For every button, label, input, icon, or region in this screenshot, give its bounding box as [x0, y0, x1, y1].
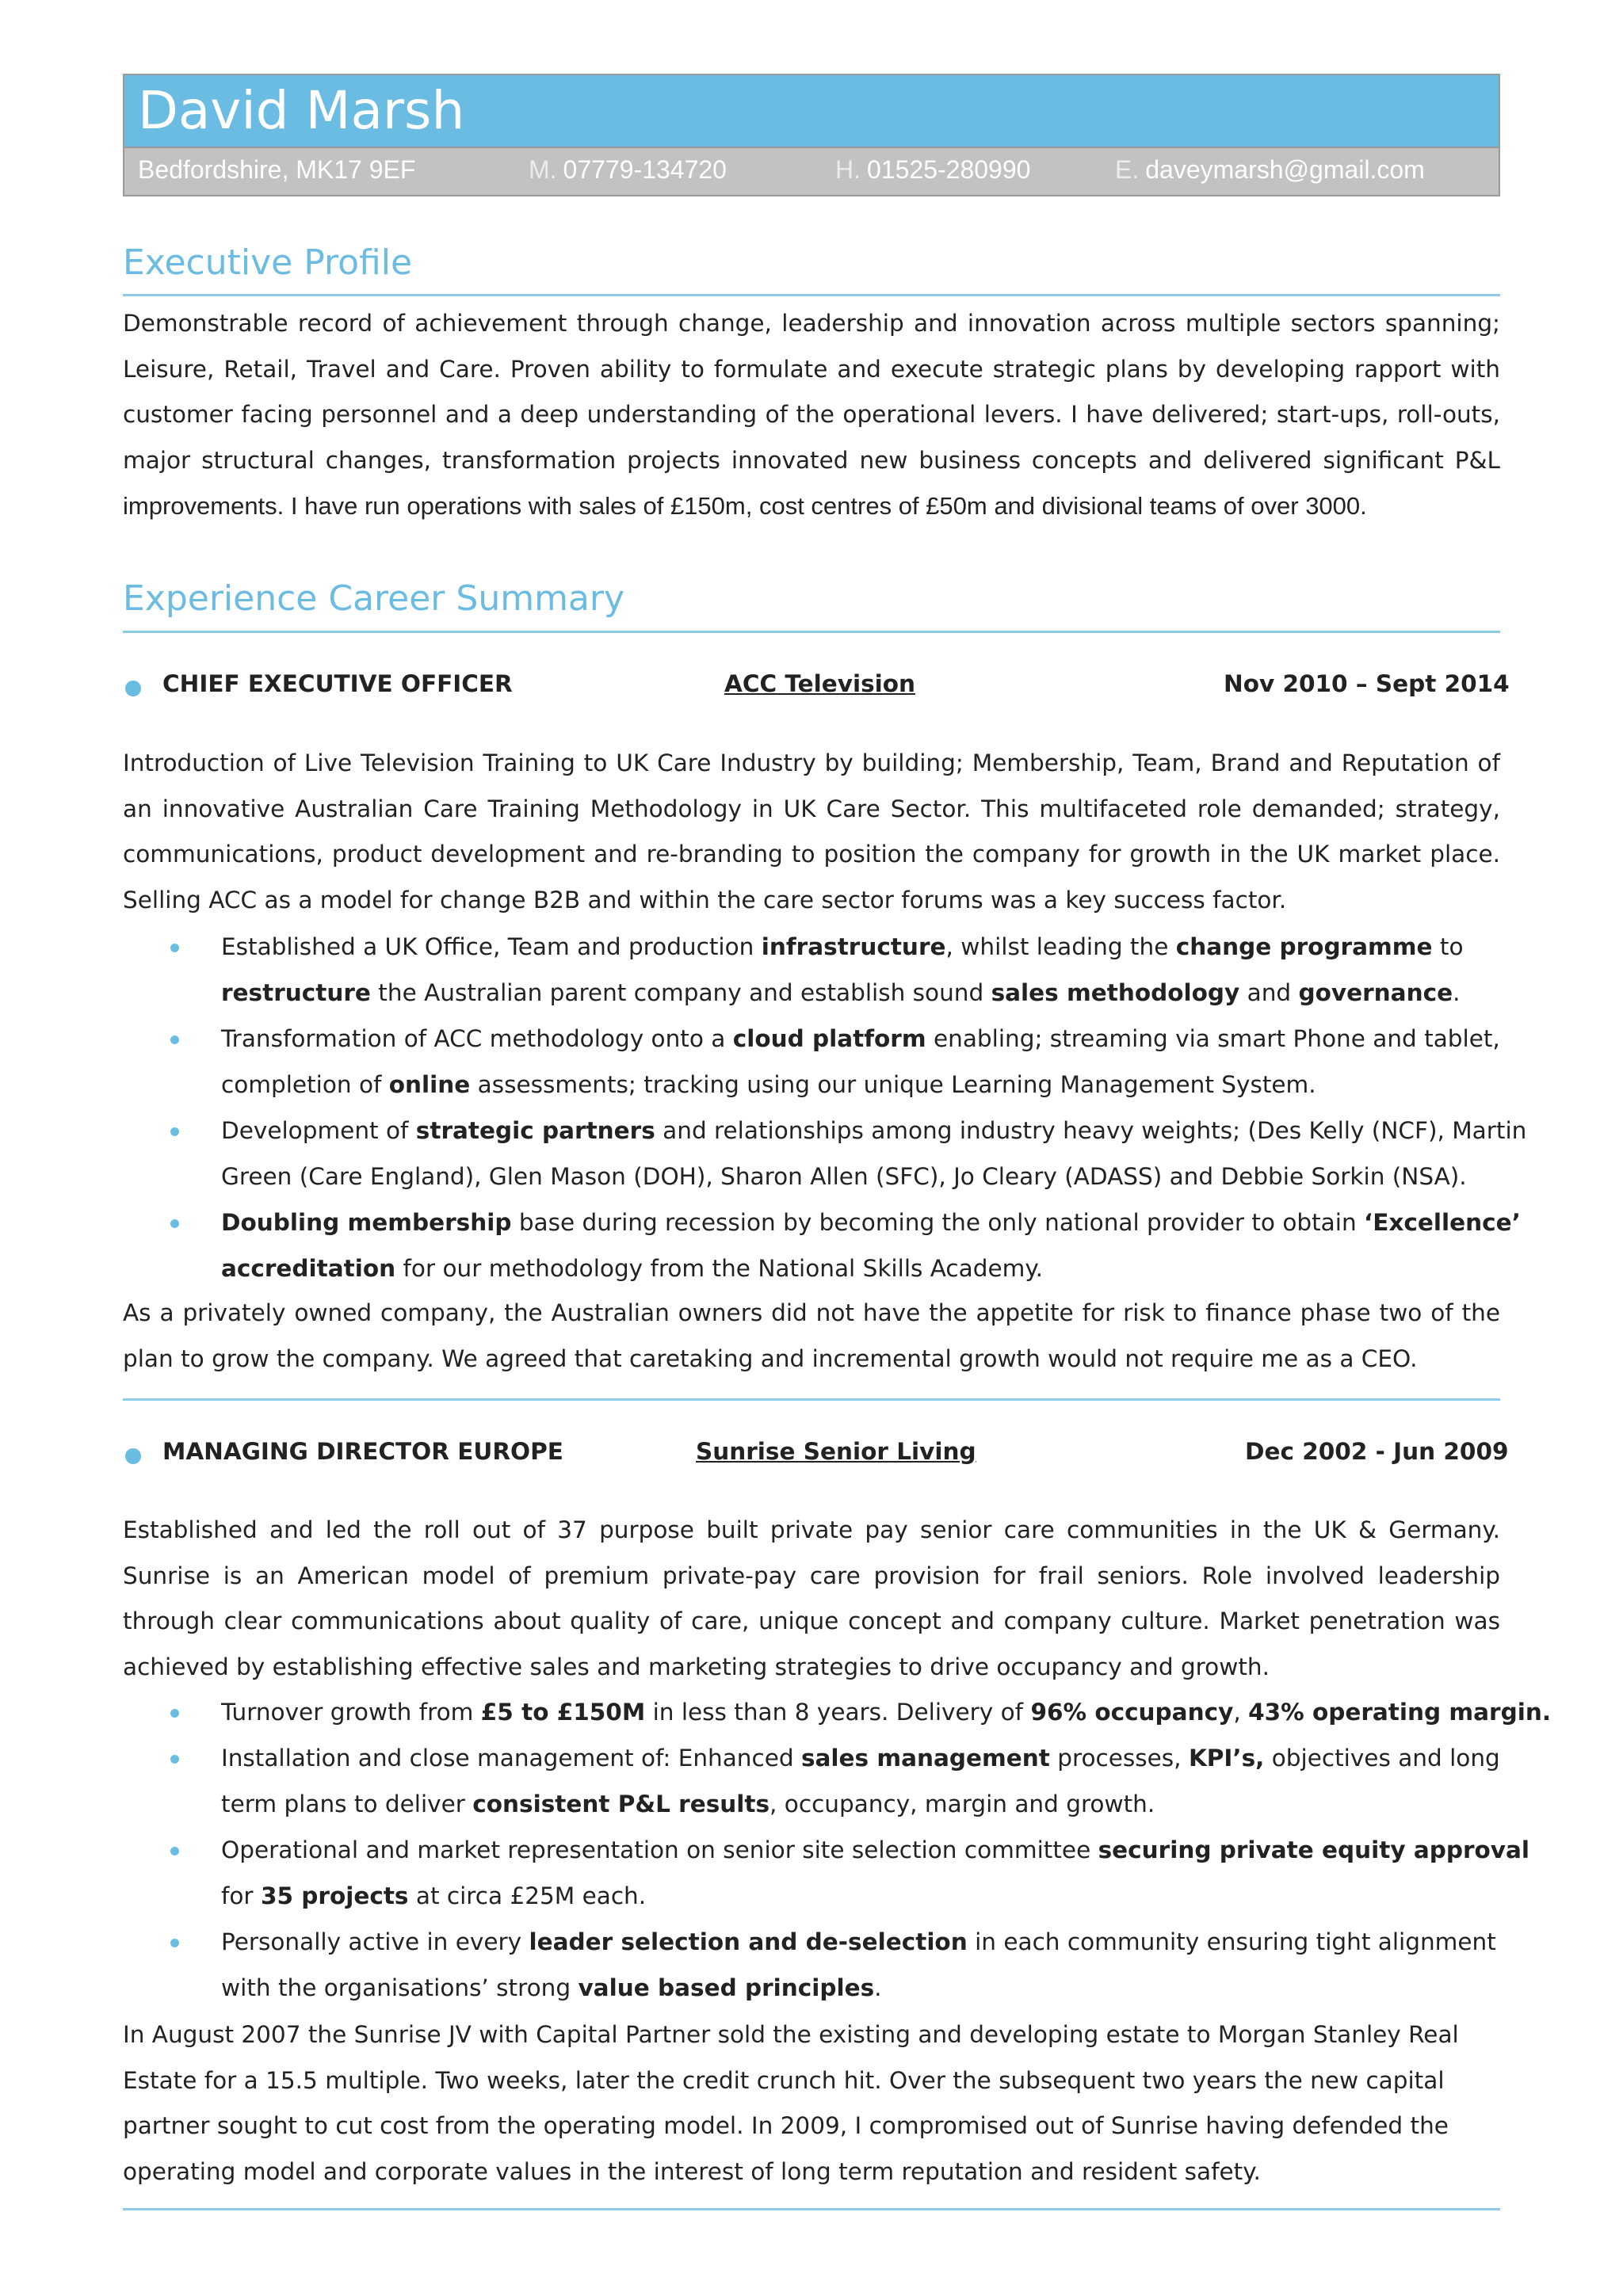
achievement-item: Turnover growth from £5 to £150M in less than 8 years. Delivery of 96% occupancy, 43% operating margin.	[123, 1689, 1500, 1735]
job-intro-line: Established and led the roll out of 37 purpose built private pay senior care communities in the UK & Germany.	[123, 1516, 1500, 1543]
job-intro-line: an innovative Australian Care Training Methodology in UK Care Sector. This multifaceted role demanded; strategy,	[123, 795, 1500, 822]
job-dates: Nov 2010 – Sept 2014	[1224, 670, 1510, 697]
achievement-item: Operational and market representation on senior site selection committee securing private equity approval for 35 projects at circa £25M each.	[123, 1827, 1500, 1919]
bullet-dot	[170, 1755, 179, 1764]
job-header	[123, 670, 1510, 710]
bullet-dot	[170, 944, 179, 952]
job-outro-line: Estate for a 15.5 multiple. Two weeks, later the credit crunch hit. Over the subsequent two years the new capital	[123, 2066, 1445, 2094]
profile-line: Demonstrable record of achievement through change, leadership and innovation across multiple sectors spanning;	[123, 310, 1500, 337]
job-intro-line: achieved by establishing effective sales and marketing strategies to drive occupancy and growth.	[123, 1653, 1270, 1680]
job-intro-line: communications, product development and re-branding to position the company for growth in the UK market place.	[123, 841, 1500, 868]
section-title-profile: Executive Profile	[123, 242, 413, 283]
home-number: 01525-280990	[867, 155, 1031, 184]
contact-mobile	[529, 155, 727, 185]
candidate-name: David Marsh	[138, 80, 465, 141]
contact-email	[1115, 155, 1425, 185]
job-title: CHIEF EXECUTIVE OFFICER	[162, 670, 513, 697]
job-intro	[123, 1508, 1500, 1690]
job-intro-line: Sunrise is an American model of premium private-pay care provision for frail seniors. Role involved leadership	[123, 1562, 1500, 1589]
job-intro-line: Selling ACC as a model for change B2B and within the care sector forums was a key success factor.	[123, 886, 1287, 913]
email-address: daveymarsh@gmail.com	[1145, 155, 1425, 184]
achievement-item: Development of strategic partners and relationships among industry heavy weights; (Des Kelly (NCF), Martin Green (Care England), Glen Mason (DOH), Sharon Allen (SFC), Jo Cleary (ADASS) and Debbie Sorkin (NSA).	[123, 1108, 1500, 1199]
achievement-item: Doubling membership base during recession by becoming the only national provider to obtain ‘Excellence’ accreditation for our methodology from the National Skills Academy.	[123, 1199, 1500, 1291]
job-outro	[123, 2012, 1500, 2195]
job-intro	[123, 741, 1500, 923]
job-achievements	[123, 924, 1527, 1291]
section-title-experience: Experience Career Summary	[123, 578, 625, 619]
job-bullet-dot	[125, 681, 141, 696]
job-dates: Dec 2002 - Jun 2009	[1245, 1438, 1509, 1465]
bullet-dot	[170, 1709, 179, 1718]
job-divider	[123, 1398, 1500, 1401]
name-bar	[124, 75, 1499, 148]
contact-bar	[124, 148, 1499, 195]
achievement-item: Transformation of ACC methodology onto a cloud platform enabling; streaming via smart Phone and tablet, completion of online assessments; tracking using our unique Learning Management System.	[123, 1016, 1500, 1108]
mobile-number: 07779-134720	[563, 155, 727, 184]
profile-line: customer facing personnel and a deep understanding of the operational levers. I have delivered; start-ups, roll-outs,	[123, 401, 1500, 428]
contact-location: Bedfordshire, MK17 9EF	[138, 155, 416, 184]
job-outro-line: plan to grow the company. We agreed that caretaking and incremental growth would not require me as a CEO.	[123, 1344, 1418, 1372]
bullet-dot	[170, 1939, 179, 1947]
achievement-item: Installation and close management of: Enhanced sales management processes, KPI’s, objectives and long term plans to deliver consistent P&L results, occupancy, margin and growth.	[123, 1735, 1500, 1827]
bullet-dot	[170, 1219, 179, 1228]
job-title: MANAGING DIRECTOR EUROPE	[162, 1438, 563, 1465]
resume-header	[123, 74, 1500, 196]
home-label: H.	[835, 155, 861, 184]
job-outro-line: As a privately owned company, the Australian owners did not have the appetite for risk to finance phase two of the	[123, 1299, 1500, 1326]
job-outro-line: operating model and corporate values in the interest of long term reputation and resident safety.	[123, 2157, 1261, 2185]
job-outro	[123, 1291, 1500, 1382]
mobile-label: M.	[529, 155, 557, 184]
job-company: ACC Television	[724, 670, 916, 697]
profile-line: Leisure, Retail, Travel and Care. Proven ability to formulate and execute strategic plans by developing rapport with	[123, 355, 1500, 383]
section-divider	[123, 631, 1500, 633]
job-intro-line: Introduction of Live Television Training to UK Care Industry by building; Membership, Team, Brand and Reputation of	[123, 749, 1500, 776]
job-intro-line: through clear communications about quality of care, unique concept and company culture. Market penetration was	[123, 1608, 1500, 1634]
job-outro-line: partner sought to cut cost from the operating model. In 2009, I compromised out of Sunrise having defended the	[123, 2112, 1449, 2139]
profile-line: improvements. I have run operations with sales of £150m, cost centres of £50m and divisional teams of over 3000.	[123, 492, 1367, 520]
job-achievements	[123, 1689, 1552, 2011]
section-divider	[123, 294, 1500, 296]
achievement-item: Established a UK Office, Team and production infrastructure, whilst leading the change programme to restructure the Australian parent company and establish sound sales methodology and governance.	[123, 924, 1500, 1016]
contact-home	[835, 155, 1030, 185]
bullet-dot	[170, 1035, 179, 1044]
job-header	[123, 1438, 1509, 1478]
bullet-dot	[170, 1847, 179, 1855]
job-outro-line: In August 2007 the Sunrise JV with Capital Partner sold the existing and developing estate to Morgan Stanley Real	[123, 2021, 1459, 2048]
bullet-dot	[170, 1127, 179, 1136]
achievement-item: Personally active in every leader selection and de-selection in each community ensuring tight alignment with the organisations’ strong value based principles.	[123, 1919, 1500, 2011]
profile-paragraph	[123, 301, 1500, 529]
job-divider	[123, 2208, 1500, 2210]
email-label: E.	[1115, 155, 1140, 184]
job-company: Sunrise Senior Living	[696, 1438, 976, 1465]
profile-line: major structural changes, transformation projects innovated new business concepts and delivered significant P&L	[123, 446, 1500, 474]
job-bullet-dot	[125, 1448, 141, 1464]
